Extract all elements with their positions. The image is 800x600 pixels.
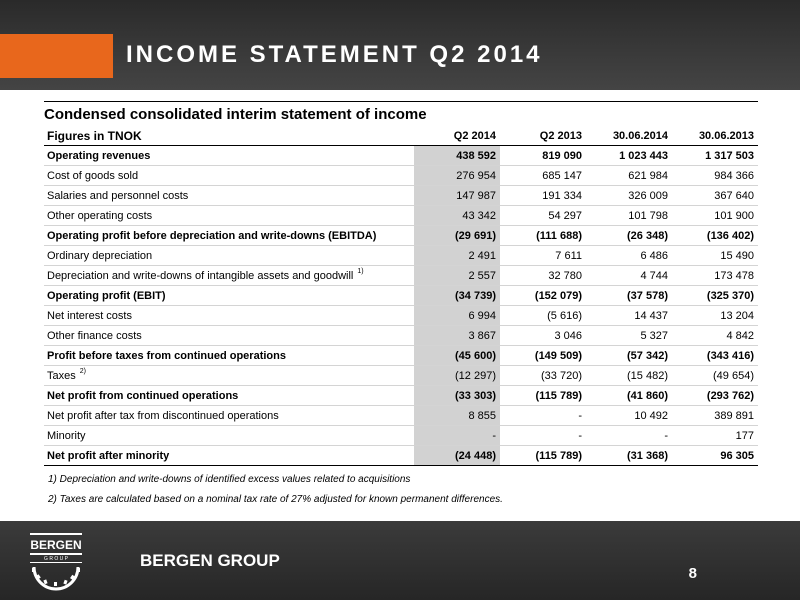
row-value: (12 297)	[414, 366, 500, 386]
row-value: 1 317 503	[672, 146, 758, 166]
table-row	[44, 366, 758, 386]
table-row	[44, 346, 758, 366]
row-value: -	[500, 406, 586, 426]
row-value: 621 984	[586, 166, 672, 186]
row-value: 15 490	[672, 246, 758, 266]
company-logo-text: BERGEN GROUP	[140, 551, 280, 570]
income-table	[44, 126, 758, 466]
row-value: 32 780	[500, 266, 586, 286]
table-row	[44, 286, 758, 306]
row-label	[44, 386, 414, 406]
row-label-text: Operating profit (EBIT)	[47, 289, 166, 302]
row-value: 43 342	[414, 206, 500, 226]
row-label-text: Minority	[47, 429, 86, 442]
row-value: (152 079)	[500, 286, 586, 306]
row-value: 3 046	[500, 326, 586, 346]
column-header: Q2 2014	[414, 126, 500, 146]
row-value: 4 842	[672, 326, 758, 346]
table-header-row	[44, 126, 758, 146]
column-header: Q2 2013	[500, 126, 586, 146]
row-label	[44, 406, 414, 426]
row-value: 177	[672, 426, 758, 446]
row-value: 1 023 443	[586, 146, 672, 166]
row-value: 685 147	[500, 166, 586, 186]
row-value: 14 437	[586, 306, 672, 326]
table-row	[44, 186, 758, 206]
row-value: (5 616)	[500, 306, 586, 326]
row-value: 8 855	[414, 406, 500, 426]
row-value: 438 592	[414, 146, 500, 166]
row-value: 6 486	[586, 246, 672, 266]
row-label-text: Ordinary depreciation	[47, 249, 153, 262]
row-value: 147 987	[414, 186, 500, 206]
row-value: (343 416)	[672, 346, 758, 366]
footnotes	[48, 471, 758, 511]
row-label-text: Taxes	[47, 369, 76, 382]
row-value: 101 900	[672, 206, 758, 226]
row-value: 2 491	[414, 246, 500, 266]
row-label-text: Operating profit before depreciation and write-downs (EBITDA)	[47, 229, 377, 242]
slide-header	[0, 0, 800, 90]
table-row	[44, 386, 758, 406]
row-value: (325 370)	[672, 286, 758, 306]
row-value: 101 798	[586, 206, 672, 226]
row-value: 326 009	[586, 186, 672, 206]
row-label	[44, 186, 414, 206]
row-value: 10 492	[586, 406, 672, 426]
row-value: (24 448)	[414, 446, 500, 466]
row-value: 7 611	[500, 246, 586, 266]
row-value: 6 994	[414, 306, 500, 326]
footnote-marker: 1)	[357, 267, 364, 275]
row-value: (115 789)	[500, 446, 586, 466]
row-value: 96 305	[672, 446, 758, 466]
page-number: 8	[688, 565, 697, 582]
row-value: 13 204	[672, 306, 758, 326]
row-label	[44, 226, 414, 246]
row-value: (33 303)	[414, 386, 500, 406]
row-label	[44, 206, 414, 226]
bergen-group-badge-icon	[24, 529, 88, 593]
table-heading: Condensed consolidated interim statement of income	[44, 101, 758, 126]
row-value: (31 368)	[586, 446, 672, 466]
table-row	[44, 166, 758, 186]
row-value: (111 688)	[500, 226, 586, 246]
row-value: 54 297	[500, 206, 586, 226]
slide-footer	[0, 521, 800, 600]
row-value: -	[500, 426, 586, 446]
row-value: 276 954	[414, 166, 500, 186]
footnote: 2) Taxes are calculated based on a nominal tax rate of 27% adjusted for known permanent differences.	[48, 494, 503, 505]
row-label-text: Net profit after minority	[47, 449, 170, 462]
row-value: (26 348)	[586, 226, 672, 246]
row-label	[44, 146, 414, 166]
accent-bar	[0, 34, 113, 78]
table-row	[44, 246, 758, 266]
row-value: 819 090	[500, 146, 586, 166]
row-value: (41 860)	[586, 386, 672, 406]
row-value: 191 334	[500, 186, 586, 206]
row-label	[44, 266, 414, 286]
row-value: 389 891	[672, 406, 758, 426]
table-row	[44, 406, 758, 426]
table-row	[44, 326, 758, 346]
table-row	[44, 306, 758, 326]
row-value: (45 600)	[414, 346, 500, 366]
row-value: (29 691)	[414, 226, 500, 246]
row-value: (57 342)	[586, 346, 672, 366]
column-header: 30.06.2013	[672, 126, 758, 146]
row-label-text: Net profit from continued operations	[47, 389, 239, 402]
row-label-text: Operating revenues	[47, 149, 151, 162]
row-value: (293 762)	[672, 386, 758, 406]
row-value: 2 557	[414, 266, 500, 286]
column-header: 30.06.2014	[586, 126, 672, 146]
row-label	[44, 166, 414, 186]
row-label	[44, 246, 414, 266]
slide-title: INCOME STATEMENT Q2 2014	[126, 41, 543, 68]
row-value: (33 720)	[500, 366, 586, 386]
row-label	[44, 286, 414, 306]
row-label-text: Cost of goods sold	[47, 169, 139, 182]
row-label-text: Other operating costs	[47, 209, 153, 222]
row-value: (15 482)	[586, 366, 672, 386]
column-header: Figures in TNOK	[44, 126, 414, 146]
row-label	[44, 446, 414, 466]
row-value: (37 578)	[586, 286, 672, 306]
table-row	[44, 146, 758, 166]
table-row	[44, 426, 758, 446]
row-value: (136 402)	[672, 226, 758, 246]
row-value: 367 640	[672, 186, 758, 206]
row-label	[44, 346, 414, 366]
row-value: (149 509)	[500, 346, 586, 366]
badge-text: BERGEN	[30, 538, 82, 552]
row-label-text: Profit before taxes from continued operations	[47, 349, 286, 362]
row-value: 173 478	[672, 266, 758, 286]
table-row	[44, 206, 758, 226]
row-label-text: Net interest costs	[47, 309, 132, 322]
row-label	[44, 306, 414, 326]
row-value: (115 789)	[500, 386, 586, 406]
row-value: (34 739)	[414, 286, 500, 306]
row-label-text: Net profit after tax from discontinued operations	[47, 409, 279, 422]
row-label-text: Salaries and personnel costs	[47, 189, 189, 202]
row-value: -	[414, 426, 500, 446]
row-value: 5 327	[586, 326, 672, 346]
row-label	[44, 426, 414, 446]
table-row	[44, 446, 758, 466]
row-value: 4 744	[586, 266, 672, 286]
row-label-text: Depreciation and write-downs of intangible assets and goodwill	[47, 269, 354, 282]
table-row	[44, 266, 758, 286]
footnote-marker: 2)	[79, 367, 86, 375]
footnote: 1) Depreciation and write-downs of identified excess values related to acquisitions	[48, 474, 411, 485]
row-value: -	[586, 426, 672, 446]
row-label-text: Other finance costs	[47, 329, 142, 342]
row-value: (49 654)	[672, 366, 758, 386]
income-statement	[44, 101, 758, 511]
row-label	[44, 366, 414, 386]
badge-subtext: G R O U P	[44, 556, 68, 562]
row-value: 984 366	[672, 166, 758, 186]
row-value: 3 867	[414, 326, 500, 346]
table-row	[44, 226, 758, 246]
row-label	[44, 326, 414, 346]
